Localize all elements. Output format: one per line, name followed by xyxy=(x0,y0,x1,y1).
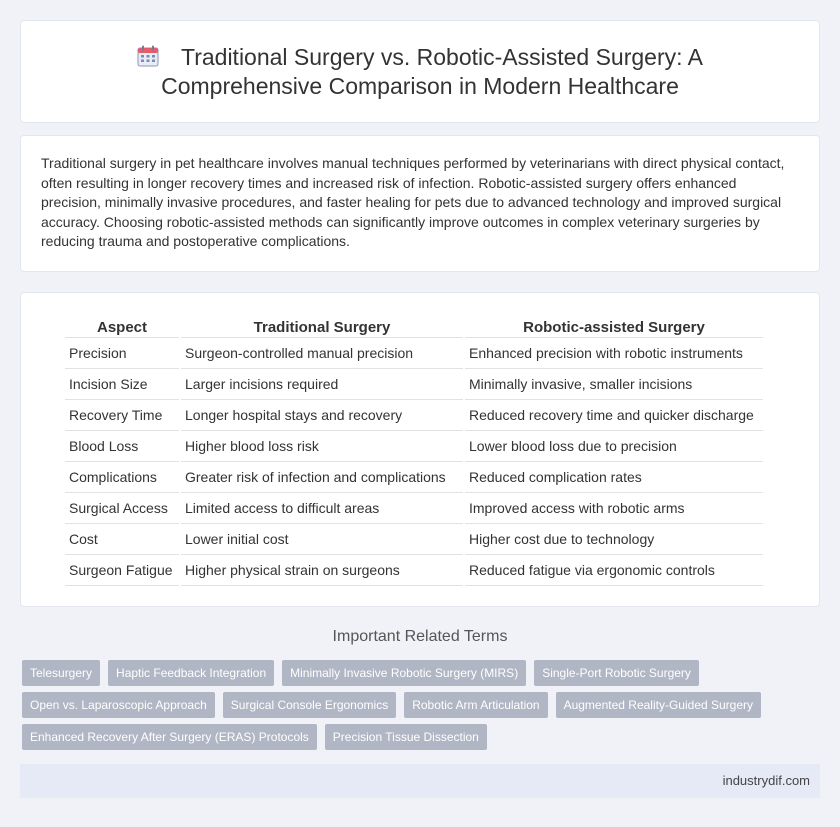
related-term-tag[interactable]: Haptic Feedback Integration xyxy=(108,660,274,686)
header-traditional: Traditional Surgery xyxy=(181,315,463,338)
related-term-tag[interactable]: Single-Port Robotic Surgery xyxy=(534,660,699,686)
cell-aspect: Precision xyxy=(65,338,179,369)
intro-text: Traditional surgery in pet healthcare involves manual techniques performed by veterinarians with direct physical contact, often resulting in longer recovery times and increased risk of infection. Robotic-assisted surgery offers enhanced precision, minimally invasive procedures, and faster healing for pets due to advanced technology and improved surgical accuracy. Choosing robotic-assisted methods can significantly improve outcomes in complex veterinary surgeries by reducing trauma and postoperative complications. xyxy=(41,155,785,250)
cell-robotic: Lower blood loss due to precision xyxy=(465,431,763,462)
cell-robotic: Higher cost due to technology xyxy=(465,524,763,555)
page-title xyxy=(61,43,779,101)
cell-traditional: Larger incisions required xyxy=(181,369,463,400)
table-row xyxy=(65,431,763,462)
cell-traditional: Higher physical strain on surgeons xyxy=(181,555,463,586)
related-term-tag[interactable]: Minimally Invasive Robotic Surgery (MIRS) xyxy=(282,660,526,686)
related-terms-list xyxy=(22,660,822,756)
cell-robotic: Reduced recovery time and quicker discharge xyxy=(465,400,763,431)
cell-aspect: Complications xyxy=(65,462,179,493)
related-terms-title: Important Related Terms xyxy=(332,628,508,645)
header-robotic: Robotic-assisted Surgery xyxy=(465,315,763,338)
page-title-text: Traditional Surgery vs. Robotic-Assisted Surgery: A Comprehensive Comparison in Modern Healthcare xyxy=(161,43,703,99)
cell-robotic: Enhanced precision with robotic instruments xyxy=(465,338,763,369)
related-term-tag[interactable]: Surgical Console Ergonomics xyxy=(223,692,396,718)
table-row xyxy=(65,400,763,431)
related-term-tag[interactable]: Precision Tissue Dissection xyxy=(325,724,487,750)
calendar-icon xyxy=(137,45,159,67)
table-row xyxy=(65,369,763,400)
cell-traditional: Longer hospital stays and recovery xyxy=(181,400,463,431)
cell-traditional: Greater risk of infection and complications xyxy=(181,462,463,493)
table-row xyxy=(65,524,763,555)
related-term-tag[interactable]: Telesurgery xyxy=(22,660,100,686)
footer-site-link[interactable]: industrydif.com xyxy=(722,773,810,788)
table-row xyxy=(65,493,763,524)
related-term-tag[interactable]: Enhanced Recovery After Surgery (ERAS) Protocols xyxy=(22,724,317,750)
cell-aspect: Blood Loss xyxy=(65,431,179,462)
cell-robotic: Reduced fatigue via ergonomic controls xyxy=(465,555,763,586)
cell-traditional: Higher blood loss risk xyxy=(181,431,463,462)
table-row xyxy=(65,462,763,493)
related-term-tag[interactable]: Robotic Arm Articulation xyxy=(404,692,547,718)
cell-robotic: Reduced complication rates xyxy=(465,462,763,493)
cell-aspect: Incision Size xyxy=(65,369,179,400)
intro-card xyxy=(20,135,820,272)
comparison-card xyxy=(20,292,820,607)
related-term-tag[interactable]: Augmented Reality-Guided Surgery xyxy=(556,692,761,718)
cell-traditional: Lower initial cost xyxy=(181,524,463,555)
footer xyxy=(20,764,820,798)
table-header-row xyxy=(65,315,763,338)
cell-aspect: Cost xyxy=(65,524,179,555)
cell-traditional: Surgeon-controlled manual precision xyxy=(181,338,463,369)
cell-robotic: Improved access with robotic arms xyxy=(465,493,763,524)
title-card xyxy=(20,20,820,123)
table-row xyxy=(65,338,763,369)
cell-aspect: Surgeon Fatigue xyxy=(65,555,179,586)
table-row xyxy=(65,555,763,586)
cell-aspect: Surgical Access xyxy=(65,493,179,524)
title-wrap xyxy=(21,21,819,122)
comparison-table xyxy=(63,315,765,586)
cell-aspect: Recovery Time xyxy=(65,400,179,431)
cell-robotic: Minimally invasive, smaller incisions xyxy=(465,369,763,400)
header-aspect: Aspect xyxy=(65,315,179,338)
related-term-tag[interactable]: Open vs. Laparoscopic Approach xyxy=(22,692,215,718)
cell-traditional: Limited access to difficult areas xyxy=(181,493,463,524)
